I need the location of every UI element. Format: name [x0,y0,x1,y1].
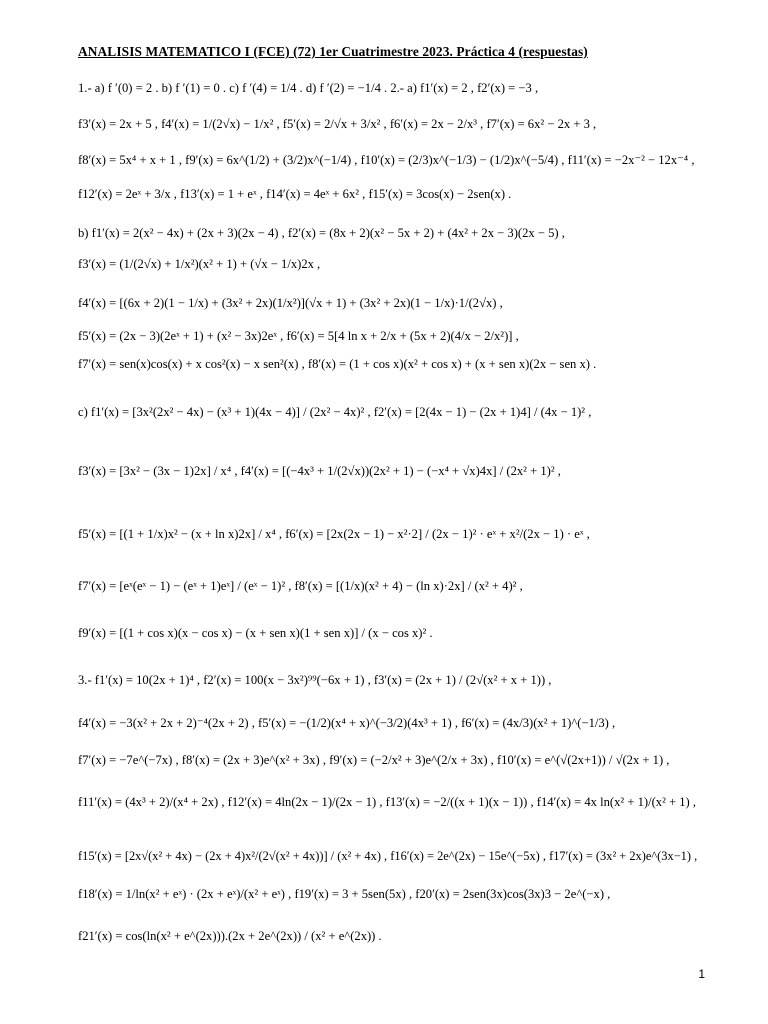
answer-line-3-2: f4′(x) = −3(x² + 2x + 2)⁻⁴(2x + 2) , f5′(x) = −(1/2)(x⁴ + x)^(−3/2)(4x³ + 1) , f6′(x) = (4x/3)(x² + 1)^(−1/3) , [78,716,616,730]
answer-line-1-1: 1.- a) f ′(0) = 2 . b) f ′(1) = 0 . c) f ′(4) = 1/4 . d) f ′(2) = −1/4 . 2.- a) f1′(x) = 2 , f2′(x) = −3 , [78,81,539,95]
document-title: ANALISIS MATEMATICO I (FCE) (72) 1er Cuatrimestre 2023. Práctica 4 (respuestas) [78,44,588,59]
answer-line-3-1: 3.- f1′(x) = 10(2x + 1)⁴ , f2′(x) = 100(x − 3x²)⁹⁹(−6x + 1) , f3′(x) = (2x + 1) / (2√(x² + x + 1)) , [78,673,552,687]
answer-line-3-7: f21′(x) = cos(ln(x² + e^(2x))).(2x + 2e^(2x)) / (x² + e^(2x)) . [78,929,382,943]
answer-line-c-5: f9′(x) = [(1 + cos x)(x − cos x) − (x + sen x)(1 + sen x)] / (x − cos x)² . [78,626,433,640]
answer-line-3-6: f18′(x) = 1/ln(x² + eˣ) · (2x + eˣ)/(x² + eˣ) , f19′(x) = 3 + 5sen(5x) , f20′(x) = 2sen(3x)cos(3x)3 − 2e^(−x) , [78,887,611,901]
answer-line-b-3: f4′(x) = [(6x + 2)(1 − 1/x) + (3x² + 2x)(1/x²)](√x + 1) + (3x² + 2x)(1 − 1/x)·1/(2√x) , [78,296,503,310]
page-number: 1 [698,967,705,981]
answer-line-3-3: f7′(x) = −7e^(−7x) , f8′(x) = (2x + 3)e^(x² + 3x) , f9′(x) = (−2/x² + 3)e^(2/x + 3x) , f10′(x) = e^(√(2x+1)) / √(2x + 1) , [78,753,670,767]
answer-line-c-1: c) f1′(x) = [3x²(2x² − 4x) − (x³ + 1)(4x − 4)] / (2x² − 4x)² , f2′(x) = [2(4x − 1) − (2x + 1)4] / (4x − 1)² , [78,405,592,419]
answer-line-c-4: f7′(x) = [eˣ(eˣ − 1) − (eˣ + 1)eˣ] / (eˣ − 1)² , f8′(x) = [(1/x)(x² + 4) − (ln x)·2x] / (x² + 4)² , [78,579,523,593]
answer-line-1-2: f3′(x) = 2x + 5 , f4′(x) = 1/(2√x) − 1/x² , f5′(x) = 2/√x + 3/x² , f6′(x) = 2x − 2/x³ , f7′(x) = 6x² − 2x + 3 , [78,117,597,131]
answer-line-1-4: f12′(x) = 2eˣ + 3/x , f13′(x) = 1 + eˣ , f14′(x) = 4eˣ + 6x² , f15′(x) = 3cos(x) − 2sen(x) . [78,187,512,201]
answer-line-3-4: f11′(x) = (4x³ + 2)/(x⁴ + 2x) , f12′(x) = 4ln(2x − 1)/(2x − 1) , f13′(x) = −2/((x + 1)(x − 1)) , f14′(x) = 4x ln(x² + 1)/(x² + 1) , [78,795,697,809]
answer-line-b-5: f7′(x) = sen(x)cos(x) + x cos²(x) − x sen²(x) , f8′(x) = (1 + cos x)(x² + cos x) + (x + sen x)(2x − sen x) . [78,357,597,371]
answer-line-3-5: f15′(x) = [2x√(x² + 4x) − (2x + 4)x²/(2√(x² + 4x))] / (x² + 4x) , f16′(x) = 2e^(2x) − 15e^(−5x) , f17′(x) = (3x² + 2x)e^(3x−1) , [78,849,698,863]
answer-line-b-4: f5′(x) = (2x − 3)(2eˣ + 1) + (x² − 3x)2eˣ , f6′(x) = 5[4 ln x + 2/x + (5x + 2)(4/x − 2/x²)] , [78,329,519,343]
answer-line-b-2: f3′(x) = (1/(2√x) + 1/x²)(x² + 1) + (√x − 1/x)2x , [78,257,321,271]
answer-line-b-1: b) f1′(x) = 2(x² − 4x) + (2x + 3)(2x − 4) , f2′(x) = (8x + 2)(x² − 5x + 2) + (4x² + 2x − 3)(2x − 5) , [78,226,565,240]
answer-line-c-3: f5′(x) = [(1 + 1/x)x² − (x + ln x)2x] / x⁴ , f6′(x) = [2x(2x − 1) − x²·2] / (2x − 1)² · eˣ + x²/(2x − 1) · eˣ , [78,527,590,541]
answer-line-c-2: f3′(x) = [3x² − (3x − 1)2x] / x⁴ , f4′(x) = [(−4x³ + 1/(2√x))(2x² + 1) − (−x⁴ + √x)4x] / (2x² + 1)² , [78,464,561,478]
answer-line-1-3: f8′(x) = 5x⁴ + x + 1 , f9′(x) = 6x^(1/2) + (3/2)x^(−1/4) , f10′(x) = (2/3)x^(−1/3) − (1/2)x^(−5/4) , f11′(x) = −2x⁻² − 12x⁻⁴ , [78,153,695,167]
